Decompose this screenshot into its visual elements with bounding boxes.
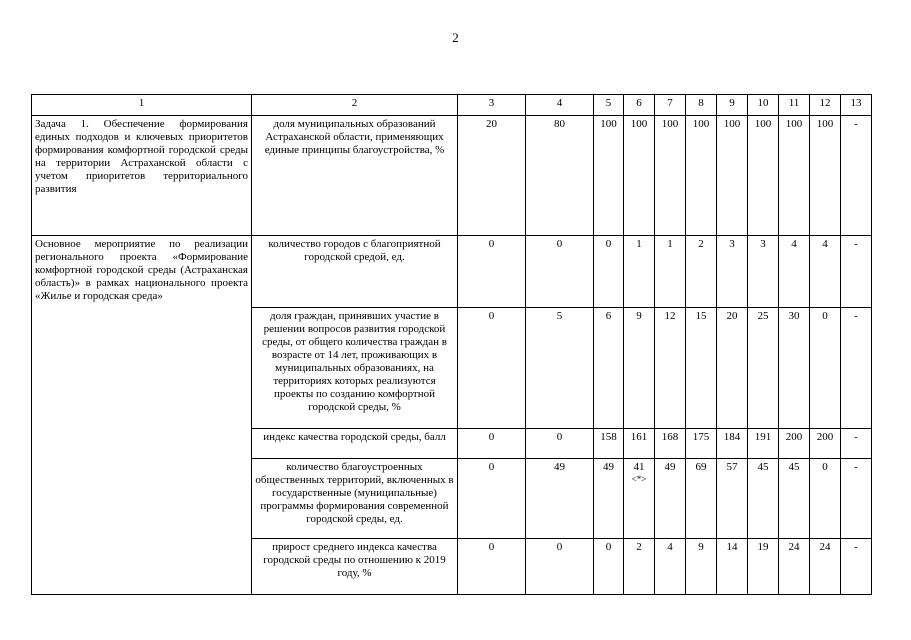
- table-row: [32, 116, 872, 236]
- value-cell: 24: [779, 539, 810, 595]
- indicator-cell: количество благоустроенных общественных территорий, включенных в государственные (муниципальные) программы формирования современной городской среды, ед.: [252, 459, 458, 539]
- value-cell: 24: [810, 539, 841, 595]
- column-header: 6: [624, 95, 655, 116]
- value-cell: 0: [526, 539, 594, 595]
- value-cell: 0: [594, 539, 624, 595]
- value-cell: 19: [748, 539, 779, 595]
- value-cell: 20: [458, 116, 526, 236]
- footnote-mark: <*>: [631, 474, 647, 484]
- value-cell: 100: [717, 116, 748, 236]
- column-header: 10: [748, 95, 779, 116]
- value-cell: 49: [526, 459, 594, 539]
- value-cell: 100: [655, 116, 686, 236]
- value-cell: 100: [594, 116, 624, 236]
- value-cell: 200: [810, 429, 841, 459]
- column-header: 3: [458, 95, 526, 116]
- value-cell: 0: [458, 539, 526, 595]
- column-header: 1: [32, 95, 252, 116]
- value-cell: -: [841, 459, 872, 539]
- indicator-cell: количество городов с благоприятной городской средой, ед.: [252, 236, 458, 308]
- value-cell: 1: [624, 236, 655, 308]
- indicator-cell: доля муниципальных образований Астраханской области, применяющих единые принципы благоустройства, %: [252, 116, 458, 236]
- value-cell: -: [841, 236, 872, 308]
- value-cell: 158: [594, 429, 624, 459]
- value-cell: 0: [458, 429, 526, 459]
- column-header: 4: [526, 95, 594, 116]
- value-cell: 3: [717, 236, 748, 308]
- indicator-cell: прирост среднего индекса качества городской среды по отношению к 2019 году, %: [252, 539, 458, 595]
- indicator-cell: индекс качества городской среды, балл: [252, 429, 458, 459]
- value-cell: 12: [655, 308, 686, 429]
- value-cell: 0: [594, 236, 624, 308]
- goal-cell: Основное мероприятие по реализации регионального проекта «Формирование комфортной городской среды (Астраханская область)» в рамках национального проекта «Жилье и городская среда»: [32, 236, 252, 595]
- value-cell: 9: [624, 308, 655, 429]
- value-cell: 200: [779, 429, 810, 459]
- value-cell: 2: [624, 539, 655, 595]
- value-cell: 100: [810, 116, 841, 236]
- value-cell: 57: [717, 459, 748, 539]
- page-number: 2: [452, 30, 459, 45]
- value-cell: 14: [717, 539, 748, 595]
- value-cell: 100: [748, 116, 779, 236]
- value-cell: 4: [779, 236, 810, 308]
- column-header: 11: [779, 95, 810, 116]
- value-cell: 0: [458, 459, 526, 539]
- value-cell: 191: [748, 429, 779, 459]
- indicators-table: [31, 94, 872, 595]
- column-header: 9: [717, 95, 748, 116]
- column-header: 5: [594, 95, 624, 116]
- value-cell: -: [841, 539, 872, 595]
- value-cell: 175: [686, 429, 717, 459]
- column-header: 7: [655, 95, 686, 116]
- value-cell: 9: [686, 539, 717, 595]
- value-cell: 3: [748, 236, 779, 308]
- value-cell: 100: [686, 116, 717, 236]
- value-cell: 161: [624, 429, 655, 459]
- indicator-cell: доля граждан, принявших участие в решении вопросов развития городской среды, от общего количества граждан в возрасте от 14 лет, проживающих в муниципальных образованиях, на территориях которых реализуются проекты по созданию комфортной городской среды, %: [252, 308, 458, 429]
- value-cell: 5: [526, 308, 594, 429]
- value-cell: -: [841, 308, 872, 429]
- value-cell: 20: [717, 308, 748, 429]
- value-cell: 100: [779, 116, 810, 236]
- value-cell: 2: [686, 236, 717, 308]
- column-header: 13: [841, 95, 872, 116]
- table-row: [32, 236, 872, 308]
- value-cell: 49: [655, 459, 686, 539]
- value-cell: 184: [717, 429, 748, 459]
- value-cell: 49: [594, 459, 624, 539]
- value-cell: 30: [779, 308, 810, 429]
- value-cell: -: [841, 116, 872, 236]
- value-cell: 80: [526, 116, 594, 236]
- value-cell: 4: [655, 539, 686, 595]
- value-cell: 0: [526, 429, 594, 459]
- value-cell: 0: [810, 308, 841, 429]
- column-header: 8: [686, 95, 717, 116]
- table-header-row: [32, 95, 872, 116]
- value-cell: -: [841, 429, 872, 459]
- value-cell: 45: [779, 459, 810, 539]
- value-cell: 168: [655, 429, 686, 459]
- column-header: 12: [810, 95, 841, 116]
- value-cell: 1: [655, 236, 686, 308]
- value-cell: 0: [458, 236, 526, 308]
- value-cell: 0: [810, 459, 841, 539]
- value-cell: 69: [686, 459, 717, 539]
- goal-cell: Задача 1. Обеспечение формирования единых подходов и ключевых приоритетов формирования комфортной городской среды на территории Астраханской области с учетом приоритетов территориального развития: [32, 116, 252, 236]
- value-cell: 45: [748, 459, 779, 539]
- value-cell: 15: [686, 308, 717, 429]
- value-cell: 6: [594, 308, 624, 429]
- column-header: 2: [252, 95, 458, 116]
- value-cell: 100: [624, 116, 655, 236]
- value-cell: 0: [526, 236, 594, 308]
- value-cell: 25: [748, 308, 779, 429]
- value-text: 41: [633, 461, 645, 473]
- value-cell: 4: [810, 236, 841, 308]
- value-cell: [624, 459, 655, 539]
- value-cell: 0: [458, 308, 526, 429]
